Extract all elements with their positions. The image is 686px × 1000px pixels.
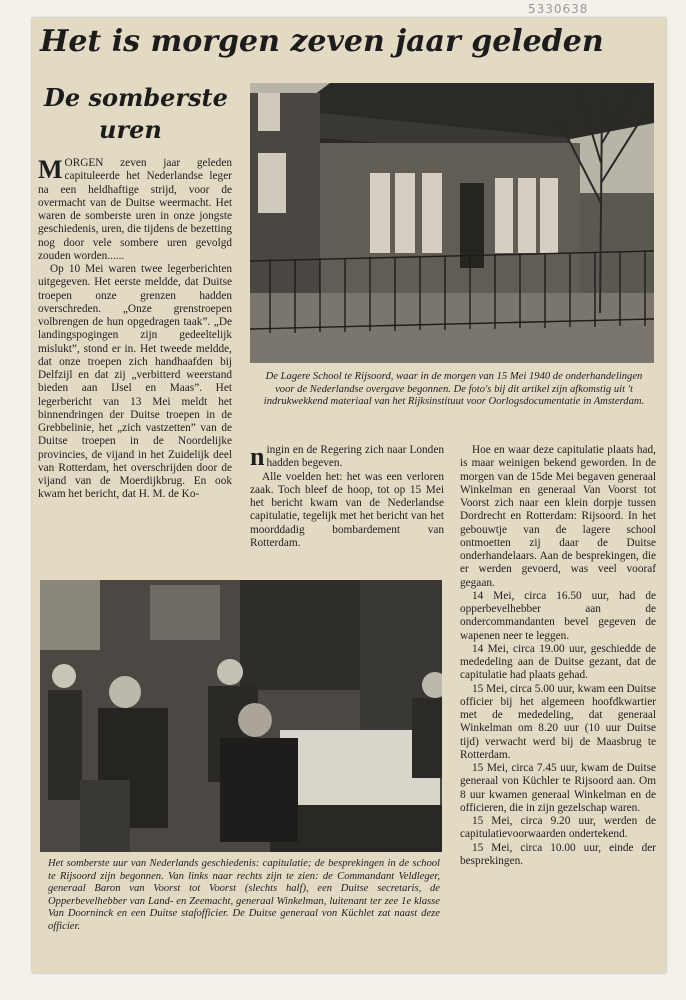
school-building-photo xyxy=(250,83,654,363)
meeting-photo-caption: Het somberste uur van Nederlands geschiedenis: capitulatie; de besprekingen in de school te Rijsoord zijn begonnen. Van links naar rechts zijn te zien: de Commandant Veldleger, generaal Baron van Voorst tot Voorst (slechts half), een Duitse secretaris, de Opperbevelhebber van Land- en Zeemacht, generaal Winkelman, luitenant ter zee 1e klasse Van Doorninck en een Duitse stafofficier. De Duitse generaal von Küchlet zat naast deze officier. xyxy=(48,858,440,932)
headline: Het is morgen zeven jaar geleden xyxy=(40,24,604,59)
article-paragraph: ningin en de Regering zich naar Londen hadden begeven. xyxy=(250,442,444,471)
capitulation-meeting-photo xyxy=(40,580,442,852)
article-paragraph: 14 Mei, circa 19.00 uur, geschiedde de mededeling aan de Duitse gezant, dat de capitulatie had plaats gehad. xyxy=(460,642,656,682)
archive-stamp: 5330638 xyxy=(528,2,589,16)
article-column-3 xyxy=(460,444,656,868)
article-paragraph: Alle voelden het: het was een verloren zaak. Toch bleef de hoop, tot op 15 Mei het bericht kwam van de Nederlandse capitulatie, tegelijk met het bericht van het moorddadig bombardement van Rotterdam. xyxy=(250,470,444,549)
school-photo-caption: De Lagere School te Rijsoord, waar in de morgen van 15 Mei 1940 de onderhandelingen voor de Nederlandse overgave begonnen. De foto's bij dit artikel zijn afkomstig uit 't indrukwekkend materiaal van het Rijksinstituut voor Oorlogsdocumentatie in Amsterdam. xyxy=(263,371,645,408)
article-paragraph: MORGEN zeven jaar geleden capituleerde het Nederlandse leger na een heldhaftige strijd, voor de overmacht van de Duitse weermacht. Het waren de somberste uren in onze jongste geschiedenis, uren, die tijdens de bezetting nog door vele sombere uren gevolgd zouden worden...... xyxy=(38,155,232,262)
subheadline-line-1: De somberste xyxy=(44,83,228,112)
article-column-1 xyxy=(38,157,232,502)
article-paragraph: 15 Mei, circa 9.20 uur, werden de capitulatievoorwaarden ondertekend. xyxy=(460,815,656,841)
article-paragraph: 14 Mei, circa 16.50 uur, had de opperbevelhebber aan de ondercommandanten bevel gegeven de wapenen neer te leggen. xyxy=(460,589,656,642)
article-paragraph: 15 Mei, circa 10.00 uur, einde der besprekingen. xyxy=(460,841,656,867)
article-paragraph: 15 Mei, circa 5.00 uur, kwam een Duitse officier bij het algemeen hoofdkwartier met de mededeling, dat generaal Winkelman om 8.20 uur (10 uur Duitse tijd) verwacht werd bij de Maasbrug te Rotterdam. xyxy=(460,682,657,761)
article-column-2 xyxy=(250,444,444,550)
article-paragraph: Op 10 Mei waren twee legerberichten uitgegeven. Het eerste meldde, dat Duitse troepen onze grenzen hadden overschreden. „Onze grenstroepen volbrengen de hun opgedragen taak”. „De landingspogingen zijn gedeeltelijk mislukt”, stond er in. Het tweede meldde, dat onze troepen zich handhaafden bij Delfzijl en dat zij „verbitterd weerstand bieden aan IJsel en Maas”. Het legerbericht van 13 Mei meldt het binnendringen der Duitse troepen in de Grebbelinie, het „zich vastzetten” van de Duitse troepen in de Noordelijke provincies, de vijand in het Zuidelijk deel van Rotterdam, het overschrijden door de vijand van de Moerdijkbrug. En ook kwam het bericht, dat H. M. de Ko- xyxy=(38,263,232,501)
subheadline xyxy=(44,82,234,146)
article-paragraph: 15 Mei, circa 7.45 uur, kwam de Duitse generaal von Küchler te Rijsoord aan. Om 8 uur kwamen generaal Winkelman en de officieren, die in zijn gezelschap waren. xyxy=(460,762,656,814)
subheadline-line-2: uren xyxy=(99,115,162,144)
article-paragraph: Hoe en waar deze capitulatie plaats had, is maar weinigen bekend geworden. In de morgen van de 15de Mei begaven generaal Winkelman en generaal Van Voorst tot Voorst zich naar een klein dorpje tussen Dordrecht en Rotterdam: Rijsoord. In het gebouwtje van de lagere school ontmoetten zij daar de Duitse onderhandelaars. Aan de besprekingen, die er werden gevoerd, was veel vooraf gegaan. xyxy=(460,444,656,589)
